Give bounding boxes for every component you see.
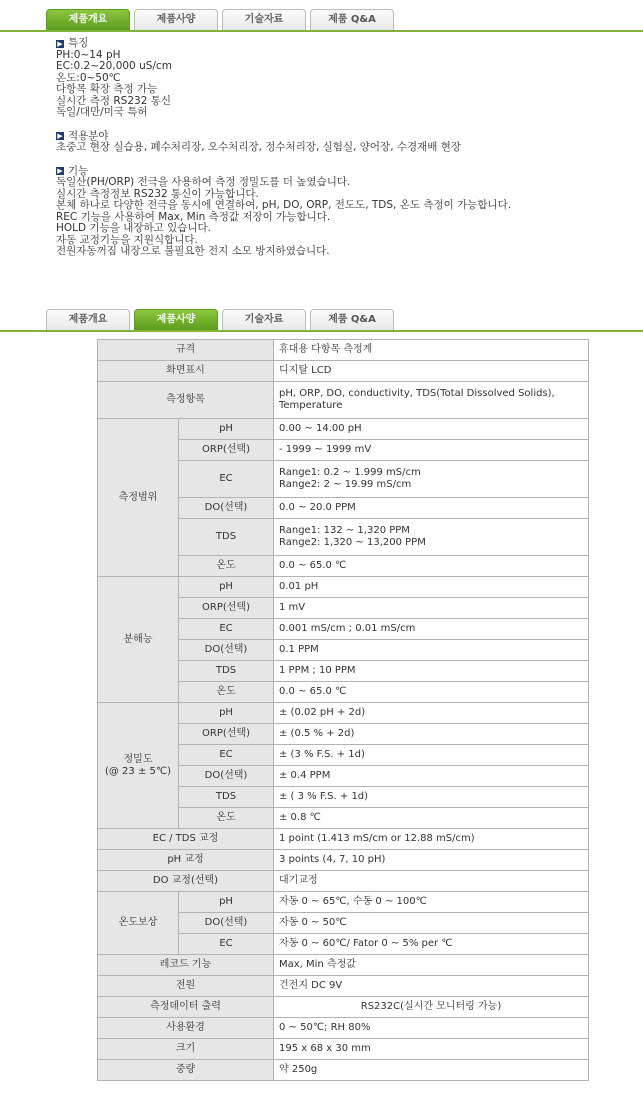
tab-overview-2[interactable]: 제품개요 (46, 309, 130, 330)
spec-subkey: 온도 (179, 682, 274, 703)
spec-value: Range1: 132 ~ 1,320 PPM Range2: 1,320 ~ 13,200 PPM (274, 519, 589, 556)
spec-value: ± (0.02 pH + 2d) (274, 703, 589, 724)
spec-subkey: DO(선택) (179, 766, 274, 787)
table-row (98, 997, 589, 1018)
text-line: 다항목 확장 측정 가능 (56, 83, 158, 95)
spec-subkey: TDS (179, 519, 274, 556)
functions-title: 기능 (68, 164, 89, 177)
table-row (98, 361, 589, 382)
spec-value: 0.00 ~ 14.00 pH (274, 419, 589, 440)
spec-value: 약 250g (274, 1060, 589, 1081)
spec-key: EC / TDS 교정 (98, 829, 274, 850)
table-row (98, 871, 589, 892)
group-label: 측정범위 (118, 491, 158, 503)
spec-value: 자동 0 ~ 50℃ (274, 913, 589, 934)
spec-subkey: pH (179, 703, 274, 724)
group-label: 분해능 (123, 633, 153, 645)
spec-key: 크기 (98, 1039, 274, 1060)
spec-subkey: EC (179, 745, 274, 766)
spec-value: 0.001 mS/cm ; 0.01 mS/cm (274, 619, 589, 640)
spec-key: 중량 (98, 1060, 274, 1081)
text-line: 독일산(PH/ORP) 전극을 사용하여 측정 정밀도를 더 높였습니다. (56, 176, 351, 188)
spec-key: 규격 (98, 340, 274, 361)
applications-title: 적용분야 (68, 129, 109, 142)
spec-value: - 1999 ~ 1999 mV (274, 440, 589, 461)
table-row (98, 1060, 589, 1081)
spec-subkey: ORP(선택) (179, 724, 274, 745)
spec-group-label (98, 577, 179, 703)
text-line: 초중고 현장 실습용, 폐수처리장, 오수처리장, 정수처리장, 실험실, 양어장, 수경재배 현장 (56, 141, 462, 153)
spec-subkey: ORP(선택) (179, 440, 274, 461)
spec-key: 레코드 기능 (98, 955, 274, 976)
arrow-bullet-icon: ▶ (57, 132, 63, 141)
spec-value: 건전지 DC 9V (274, 976, 589, 997)
spec-value: ± (3 % F.S. + 1d) (274, 745, 589, 766)
arrow-bullet-icon: ▶ (57, 167, 63, 176)
table-row (98, 892, 589, 913)
text-line: PH:0~14 pH (56, 48, 121, 61)
table-row (98, 340, 589, 361)
spec-subkey: DO(선택) (179, 498, 274, 519)
spec-subkey: pH (179, 577, 274, 598)
spec-value: RS232C(실시간 모니터링 가능) (274, 997, 589, 1018)
spec-subkey: DO(선택) (179, 913, 274, 934)
spec-value: 0.0 ~ 20.0 PPM (274, 498, 589, 519)
features-title: 특징 (68, 37, 89, 49)
group-sublabel: (@ 23 ± 5℃) (104, 765, 172, 777)
text-line: REC 기능을 사용하여 Max, Min 측정값 저장이 가능합니다. (56, 210, 331, 223)
tab-spec[interactable]: 제품사양 (134, 9, 218, 30)
spec-value: Max, Min 측정값 (274, 955, 589, 976)
tab-tech[interactable]: 기술자료 (222, 9, 306, 30)
spec-value: 디지탈 LCD (274, 361, 589, 382)
spec-subkey: EC (179, 461, 274, 498)
text-line: 온도:0~50℃ (56, 71, 121, 84)
text-line: 자동 교정기능을 지원식합니다. (56, 233, 198, 246)
spec-value: 0.01 pH (274, 577, 589, 598)
spec-subkey: pH (179, 419, 274, 440)
table-row (98, 419, 589, 440)
overview-section (0, 32, 643, 258)
spec-subkey: TDS (179, 661, 274, 682)
spec-value: ± (0.5 % + 2d) (274, 724, 589, 745)
text-line: 본체 하나로 다양한 전극을 동시에 연결하여, pH, DO, ORP, 전도도, TDS, 온도 측정이 가능합니다. (56, 199, 512, 211)
spec-subkey: 온도 (179, 556, 274, 577)
tab-overview[interactable]: 제품개요 (46, 9, 130, 30)
table-row (98, 1018, 589, 1039)
tab-qna[interactable]: 제품 Q&A (310, 9, 394, 30)
spec-value: ± ( 3 % F.S. + 1d) (274, 787, 589, 808)
spec-value: 1 PPM ; 10 PPM (274, 661, 589, 682)
spec-group-label (98, 703, 179, 829)
spec-table (97, 339, 589, 1081)
text-line: EC:0.2~20,000 uS/cm (56, 60, 172, 72)
group-label: 정밀도 (123, 753, 153, 765)
spec-subkey: EC (179, 619, 274, 640)
text-line: 전원자동꺼짐 내장으로 불필요한 전지 소모 방지하였습니다. (56, 245, 330, 257)
spec-key: 사용환경 (98, 1018, 274, 1039)
table-row (98, 850, 589, 871)
spec-value: 0.1 PPM (274, 640, 589, 661)
spec-tab-bar (0, 306, 643, 332)
table-row (98, 829, 589, 850)
spec-value: 1 point (1.413 mS/cm or 12.88 mS/cm) (274, 829, 589, 850)
spec-value: 0.0 ~ 65.0 ℃ (274, 682, 589, 703)
spec-group-label (98, 892, 179, 955)
text-line: HOLD 기능을 내장하고 있습니다. (56, 222, 212, 234)
arrow-bullet-icon: ▶ (57, 39, 63, 48)
text-line: 독일/대만/미국 특허 (56, 106, 148, 118)
table-row (98, 703, 589, 724)
spec-value: ± 0.8 ℃ (274, 808, 589, 829)
spec-value: Range1: 0.2 ~ 1.999 mS/cm Range2: 2 ~ 19.99 mS/cm (274, 461, 589, 498)
spec-key: DO 교정(선택) (98, 871, 274, 892)
spec-subkey: EC (179, 934, 274, 955)
tab-spec-2[interactable]: 제품사양 (134, 309, 218, 330)
functions-block (56, 166, 643, 258)
spec-subkey: pH (179, 892, 274, 913)
spec-value: 대기교정 (274, 871, 589, 892)
applications-block (56, 131, 643, 154)
table-row (98, 577, 589, 598)
spec-value: 3 points (4, 7, 10 pH) (274, 850, 589, 871)
tab-qna-2[interactable]: 제품 Q&A (310, 309, 394, 330)
spec-subkey: ORP(선택) (179, 598, 274, 619)
spec-key: 화면표시 (98, 361, 274, 382)
tab-tech-2[interactable]: 기술자료 (222, 309, 306, 330)
spec-key: pH 교정 (98, 850, 274, 871)
spec-value: 1 mV (274, 598, 589, 619)
spec-value: 0.0 ~ 65.0 ℃ (274, 556, 589, 577)
spec-value: ± 0.4 PPM (274, 766, 589, 787)
features-block (56, 38, 643, 119)
table-row (98, 1039, 589, 1060)
text-line: 실시간 측정 RS232 통신 (56, 94, 172, 107)
spec-value: 자동 0 ~ 60℃/ Fator 0 ~ 5% per ℃ (274, 934, 589, 955)
spec-value: 195 x 68 x 30 mm (274, 1039, 589, 1060)
spec-subkey: 온도 (179, 808, 274, 829)
top-tab-bar (0, 6, 643, 32)
group-label: 온도보상 (118, 917, 158, 928)
spec-key: 전원 (98, 976, 274, 997)
table-row (98, 955, 589, 976)
spec-key: 측정항목 (98, 382, 274, 419)
spec-value: 휴대용 다항목 측정계 (274, 340, 589, 361)
spec-value: 0 ~ 50℃; RH 80% (274, 1018, 589, 1039)
spec-subkey: DO(선택) (179, 640, 274, 661)
table-row (98, 382, 589, 419)
spec-subkey: TDS (179, 787, 274, 808)
spec-group-label (98, 419, 179, 577)
spec-value: 자동 0 ~ 65℃, 수동 0 ~ 100℃ (274, 892, 589, 913)
table-row (98, 976, 589, 997)
text-line: 실시간 측정정보 RS232 통신이 가능합니다. (56, 187, 259, 200)
spec-value: pH, ORP, DO, conductivity, TDS(Total Dissolved Solids), Temperature (274, 382, 589, 419)
spec-key: 측정데이터 출력 (98, 997, 274, 1018)
